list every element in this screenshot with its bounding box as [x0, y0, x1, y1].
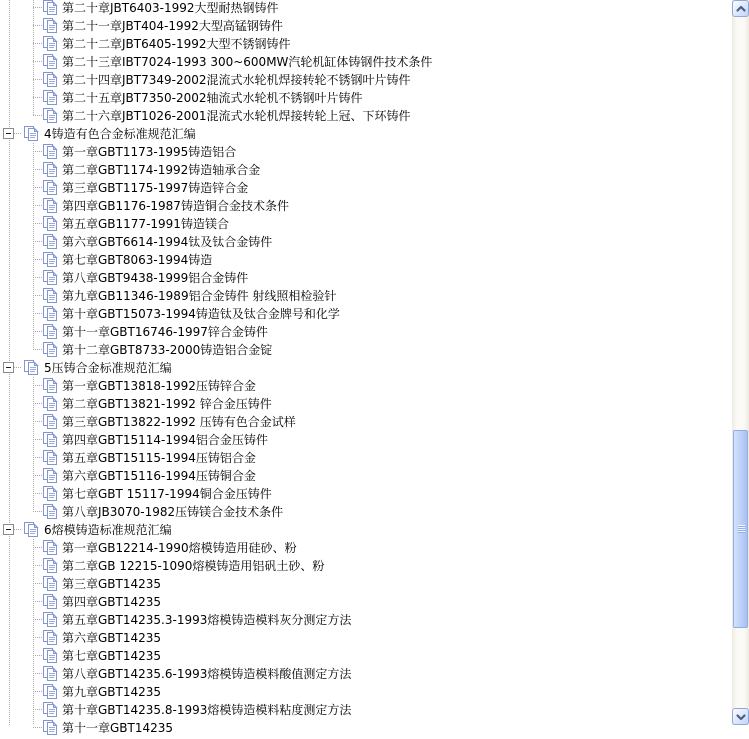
tree-item-label[interactable]: 第二十四章JBT7349-2002混流式水轮机焊接转轮不锈钢叶片铸件: [62, 73, 411, 87]
tree-item[interactable]: [0, 575, 732, 593]
tree-item[interactable]: [0, 611, 732, 629]
tree-item[interactable]: [0, 53, 732, 71]
tree-item-label[interactable]: 第八章GBT14235.6-1993熔模铸造模料酸值测定方法: [62, 667, 352, 681]
tree-item[interactable]: [0, 107, 732, 125]
tree-item[interactable]: [0, 539, 732, 557]
pages-document-icon: [42, 0, 58, 19]
tree-item[interactable]: [0, 71, 732, 89]
tree-guide-line: [33, 0, 34, 116]
pages-document-icon: [42, 486, 58, 505]
tree-guide-connector: [33, 655, 42, 656]
tree-item-label[interactable]: 6熔模铸造标准规范汇编: [44, 523, 172, 537]
tree-item-label[interactable]: 第四章GBT14235: [62, 595, 162, 609]
tree-item[interactable]: [0, 485, 732, 503]
tree-item[interactable]: [0, 35, 732, 53]
tree-item[interactable]: [0, 683, 732, 701]
tree-guide-connector: [33, 565, 42, 566]
pages-document-icon: [42, 414, 58, 433]
pages-document-icon: [42, 342, 58, 361]
tree-guide-connector: [33, 619, 42, 620]
tree-item[interactable]: [0, 197, 732, 215]
tree-item-label[interactable]: 第二十一章JBT404-1992大型高锰钢铸件: [62, 19, 283, 33]
pages-document-icon: [42, 108, 58, 127]
pages-document-icon: [42, 666, 58, 685]
tree-guide-connector: [33, 439, 42, 440]
tree-item[interactable]: [0, 395, 732, 413]
tree-item-label[interactable]: 第五章GB1177-1991铸造镁合: [62, 217, 229, 231]
tree-guide-connector: [33, 475, 42, 476]
tree-guide-connector: [33, 673, 42, 674]
tree-item-label[interactable]: 第六章GBT14235: [62, 631, 162, 645]
tree-item[interactable]: [0, 143, 732, 161]
tree-item-label[interactable]: 第九章GBT14235: [62, 685, 162, 699]
tree-item-label[interactable]: 第三章GBT14235: [62, 577, 162, 591]
tree-item-label[interactable]: 第五章GBT14235.3-1993熔模铸造模料灰分测定方法: [62, 613, 352, 627]
tree-guide-connector: [33, 169, 42, 170]
tree-guide-connector: [33, 259, 42, 260]
pages-document-icon: [42, 684, 58, 703]
tree-item-label[interactable]: 第一章GBT13818-1992压铸锌合金: [62, 379, 256, 393]
tree-item-label[interactable]: 第三章GBT13822-1992 压铸有色合金试样: [62, 415, 296, 429]
scrollbar-thumb-grip: [738, 525, 745, 533]
tree-item-label[interactable]: 第二章GBT13821-1992 锌合金压铸件: [62, 397, 272, 411]
tree-item[interactable]: [0, 413, 732, 431]
tree-item[interactable]: [0, 215, 732, 233]
collapse-minus-box-icon[interactable]: [3, 362, 14, 373]
tree-guide-connector: [33, 547, 42, 548]
tree-item-label[interactable]: 第八章JB3070-1982压铸镁合金技术条件: [62, 505, 284, 519]
tree-guide-connector: [33, 223, 42, 224]
tree-guide-connector: [33, 385, 42, 386]
tree-guide-connector: [33, 457, 42, 458]
pages-document-icon: [42, 90, 58, 109]
pages-document-icon: [42, 144, 58, 163]
tree-guide-connector: [33, 43, 42, 44]
tree-item-label[interactable]: 第六章GBT6614-1994钛及钛合金铸件: [62, 235, 273, 249]
tree-guide-connector: [33, 313, 42, 314]
tree-item[interactable]: [0, 233, 732, 251]
tree-item-label[interactable]: 第二章GB 12215-1090熔模铸造用铝矾土砂、粉: [62, 559, 325, 573]
tree-item-label[interactable]: 第四章GBT15114-1994铝合金压铸件: [62, 433, 268, 447]
pages-document-icon: [42, 720, 58, 739]
tree-guide-connector: [14, 367, 22, 368]
tree-item-label[interactable]: 第四章GB1176-1987铸造铜合金技术条件: [62, 199, 289, 213]
tree-item[interactable]: [0, 341, 732, 359]
tree-item[interactable]: [0, 161, 732, 179]
tree-guide-connector: [33, 331, 42, 332]
pages-document-icon: [42, 36, 58, 55]
tree-item[interactable]: [0, 503, 732, 521]
pages-document-icon: [42, 252, 58, 271]
tree-item[interactable]: [0, 287, 732, 305]
pages-document-icon: [42, 288, 58, 307]
pages-document-icon: [42, 306, 58, 325]
pages-document-icon: [42, 594, 58, 613]
scroll-up-button[interactable]: [732, 0, 749, 17]
collapse-minus-box-icon[interactable]: [3, 524, 14, 535]
tree-item-label[interactable]: 第十二章GBT8733-2000铸造铝合金锭: [62, 343, 273, 357]
pages-document-icon: [42, 630, 58, 649]
pages-document-icon: [42, 504, 58, 523]
pages-document-icon: [42, 270, 58, 289]
pages-document-icon: [42, 558, 58, 577]
tree-item[interactable]: [0, 377, 732, 395]
tree-item-label[interactable]: 第七章GBT14235: [62, 649, 162, 663]
pages-document-icon: [22, 360, 40, 379]
tree-item[interactable]: [0, 557, 732, 575]
pages-document-icon: [42, 648, 58, 667]
pages-document-icon: [42, 324, 58, 343]
pages-document-icon: [42, 396, 58, 415]
tree-guide-connector: [33, 187, 42, 188]
tree-guide-connector: [33, 25, 42, 26]
pages-document-icon: [22, 522, 40, 541]
tree-guide-connector: [14, 133, 22, 134]
tree-guide-connector: [33, 241, 42, 242]
tree-item[interactable]: [0, 89, 732, 107]
tree-guide-connector: [33, 421, 42, 422]
pages-document-icon: [42, 18, 58, 37]
pages-document-icon: [42, 378, 58, 397]
tree-item[interactable]: [0, 431, 732, 449]
pages-document-icon: [22, 126, 40, 145]
tree-item-label[interactable]: 第二十二章JBT6405-1992大型不锈钢铸件: [62, 37, 291, 51]
tree-item-label[interactable]: 第七章GBT8063-1994铸造: [62, 253, 213, 267]
tree-guide-connector: [33, 97, 42, 98]
tree-item-label[interactable]: 5压铸合金标准规范汇编: [44, 361, 172, 375]
vertical-scrollbar[interactable]: [732, 0, 749, 725]
tree-guide-connector: [33, 511, 42, 512]
tree-guide-connector: [33, 115, 42, 116]
tree-guide-connector: [33, 205, 42, 206]
tree-item[interactable]: [0, 647, 732, 665]
pages-document-icon: [42, 234, 58, 253]
pages-document-icon: [42, 468, 58, 487]
tree-guide-connector: [33, 709, 42, 710]
pages-document-icon: [42, 576, 58, 595]
tree-guide-connector: [33, 691, 42, 692]
tree-item[interactable]: [0, 251, 732, 269]
tree-item-label[interactable]: 第五章GBT15115-1994压铸铝合金: [62, 451, 256, 465]
pages-document-icon: [42, 162, 58, 181]
tree-item-label[interactable]: 第三章GBT1175-1997铸造锌合金: [62, 181, 249, 195]
tree-guide-line: [33, 539, 34, 725]
tree-guide-connector: [33, 583, 42, 584]
scrollbar-thumb[interactable]: [733, 430, 748, 628]
tree-item-label[interactable]: 第九章GB11346-1989铝合金铸件 射线照相检验针: [62, 289, 337, 303]
tree-item-label[interactable]: 第二十章JBT6403-1992大型耐热钢铸件: [62, 1, 279, 15]
tree-guide-connector: [33, 277, 42, 278]
tree-guide-line: [33, 377, 34, 512]
tree-guide-connector: [33, 349, 42, 350]
pages-document-icon: [42, 432, 58, 451]
pages-document-icon: [42, 450, 58, 469]
tree-item[interactable]: [0, 719, 732, 737]
tree-item-label[interactable]: 第十一章GBT16746-1997锌合金铸件: [62, 325, 268, 339]
tree-item-label[interactable]: 第八章GBT9438-1999铝合金铸件: [62, 271, 249, 285]
tree-item-label[interactable]: 第七章GBT 15117-1994铜合金压铸件: [62, 487, 272, 501]
tree-item-label[interactable]: 第六章GBT15116-1994压铸铜合金: [62, 469, 256, 483]
tree-item-label[interactable]: 第二十六章JBT1026-2001混流式水轮机焊接转轮上冠、下环铸件: [62, 109, 411, 123]
tree-item-label[interactable]: 第十章GBT14235.8-1993熔模铸造模料粘度测定方法: [62, 703, 352, 717]
tree-item-label[interactable]: 4铸造有色合金标准规范汇编: [44, 127, 196, 141]
scroll-down-button[interactable]: [732, 708, 749, 725]
tree-guide-connector: [33, 493, 42, 494]
tree-item[interactable]: [0, 701, 732, 719]
tree-item-label[interactable]: 第十章GBT15073-1994铸造钛及钛合金牌号和化学: [62, 307, 340, 321]
tree-item[interactable]: [0, 323, 732, 341]
tree-item-label[interactable]: 第一章GB12214-1990熔模铸造用硅砂、粉: [62, 541, 297, 555]
tree-guide-connector: [33, 403, 42, 404]
tree-guide-connector: [33, 727, 42, 728]
tree-guide-connector: [14, 529, 22, 530]
tree-item-label[interactable]: 第一章GBT1173-1995铸造铝合: [62, 145, 237, 159]
tree-item[interactable]: [0, 467, 732, 485]
tree-guide-connector: [33, 295, 42, 296]
pages-document-icon: [42, 612, 58, 631]
tree-guide-connector: [33, 151, 42, 152]
tree-item[interactable]: [0, 179, 732, 197]
tree-item[interactable]: [0, 0, 732, 17]
tree-item[interactable]: [0, 269, 732, 287]
tree-item[interactable]: [0, 17, 732, 35]
tree-parent-item[interactable]: [0, 359, 732, 377]
tree-guide-line: [33, 143, 34, 350]
tree-guide-connector: [33, 61, 42, 62]
tree-item[interactable]: [0, 629, 732, 647]
tree-item-label[interactable]: 第十一章GBT14235: [62, 721, 174, 735]
tree-parent-item[interactable]: [0, 125, 732, 143]
pages-document-icon: [42, 216, 58, 235]
collapse-minus-box-icon[interactable]: [3, 128, 14, 139]
pages-document-icon: [42, 198, 58, 217]
tree-guide-connector: [33, 637, 42, 638]
pages-document-icon: [42, 540, 58, 559]
tree-item[interactable]: [0, 449, 732, 467]
tree-item[interactable]: [0, 305, 732, 323]
pages-document-icon: [42, 702, 58, 721]
tree-guide-connector: [33, 7, 42, 8]
tree-item[interactable]: [0, 665, 732, 683]
pages-document-icon: [42, 180, 58, 199]
tree-parent-item[interactable]: [0, 521, 732, 539]
tree-guide-connector: [33, 601, 42, 602]
pages-document-icon: [42, 54, 58, 73]
tree-item-label[interactable]: 第二十三章IBT7024-1993 300~600MW汽轮机缸体铸钢件技术条件: [62, 55, 433, 69]
tree-guide-connector: [33, 79, 42, 80]
tree-item[interactable]: [0, 593, 732, 611]
tree-item-label[interactable]: 第二章GBT1174-1992铸造轴承合金: [62, 163, 261, 177]
tree-item-label[interactable]: 第二十五章JBT7350-2002轴流式水轮机不锈钢叶片铸件: [62, 91, 363, 105]
pages-document-icon: [42, 72, 58, 91]
